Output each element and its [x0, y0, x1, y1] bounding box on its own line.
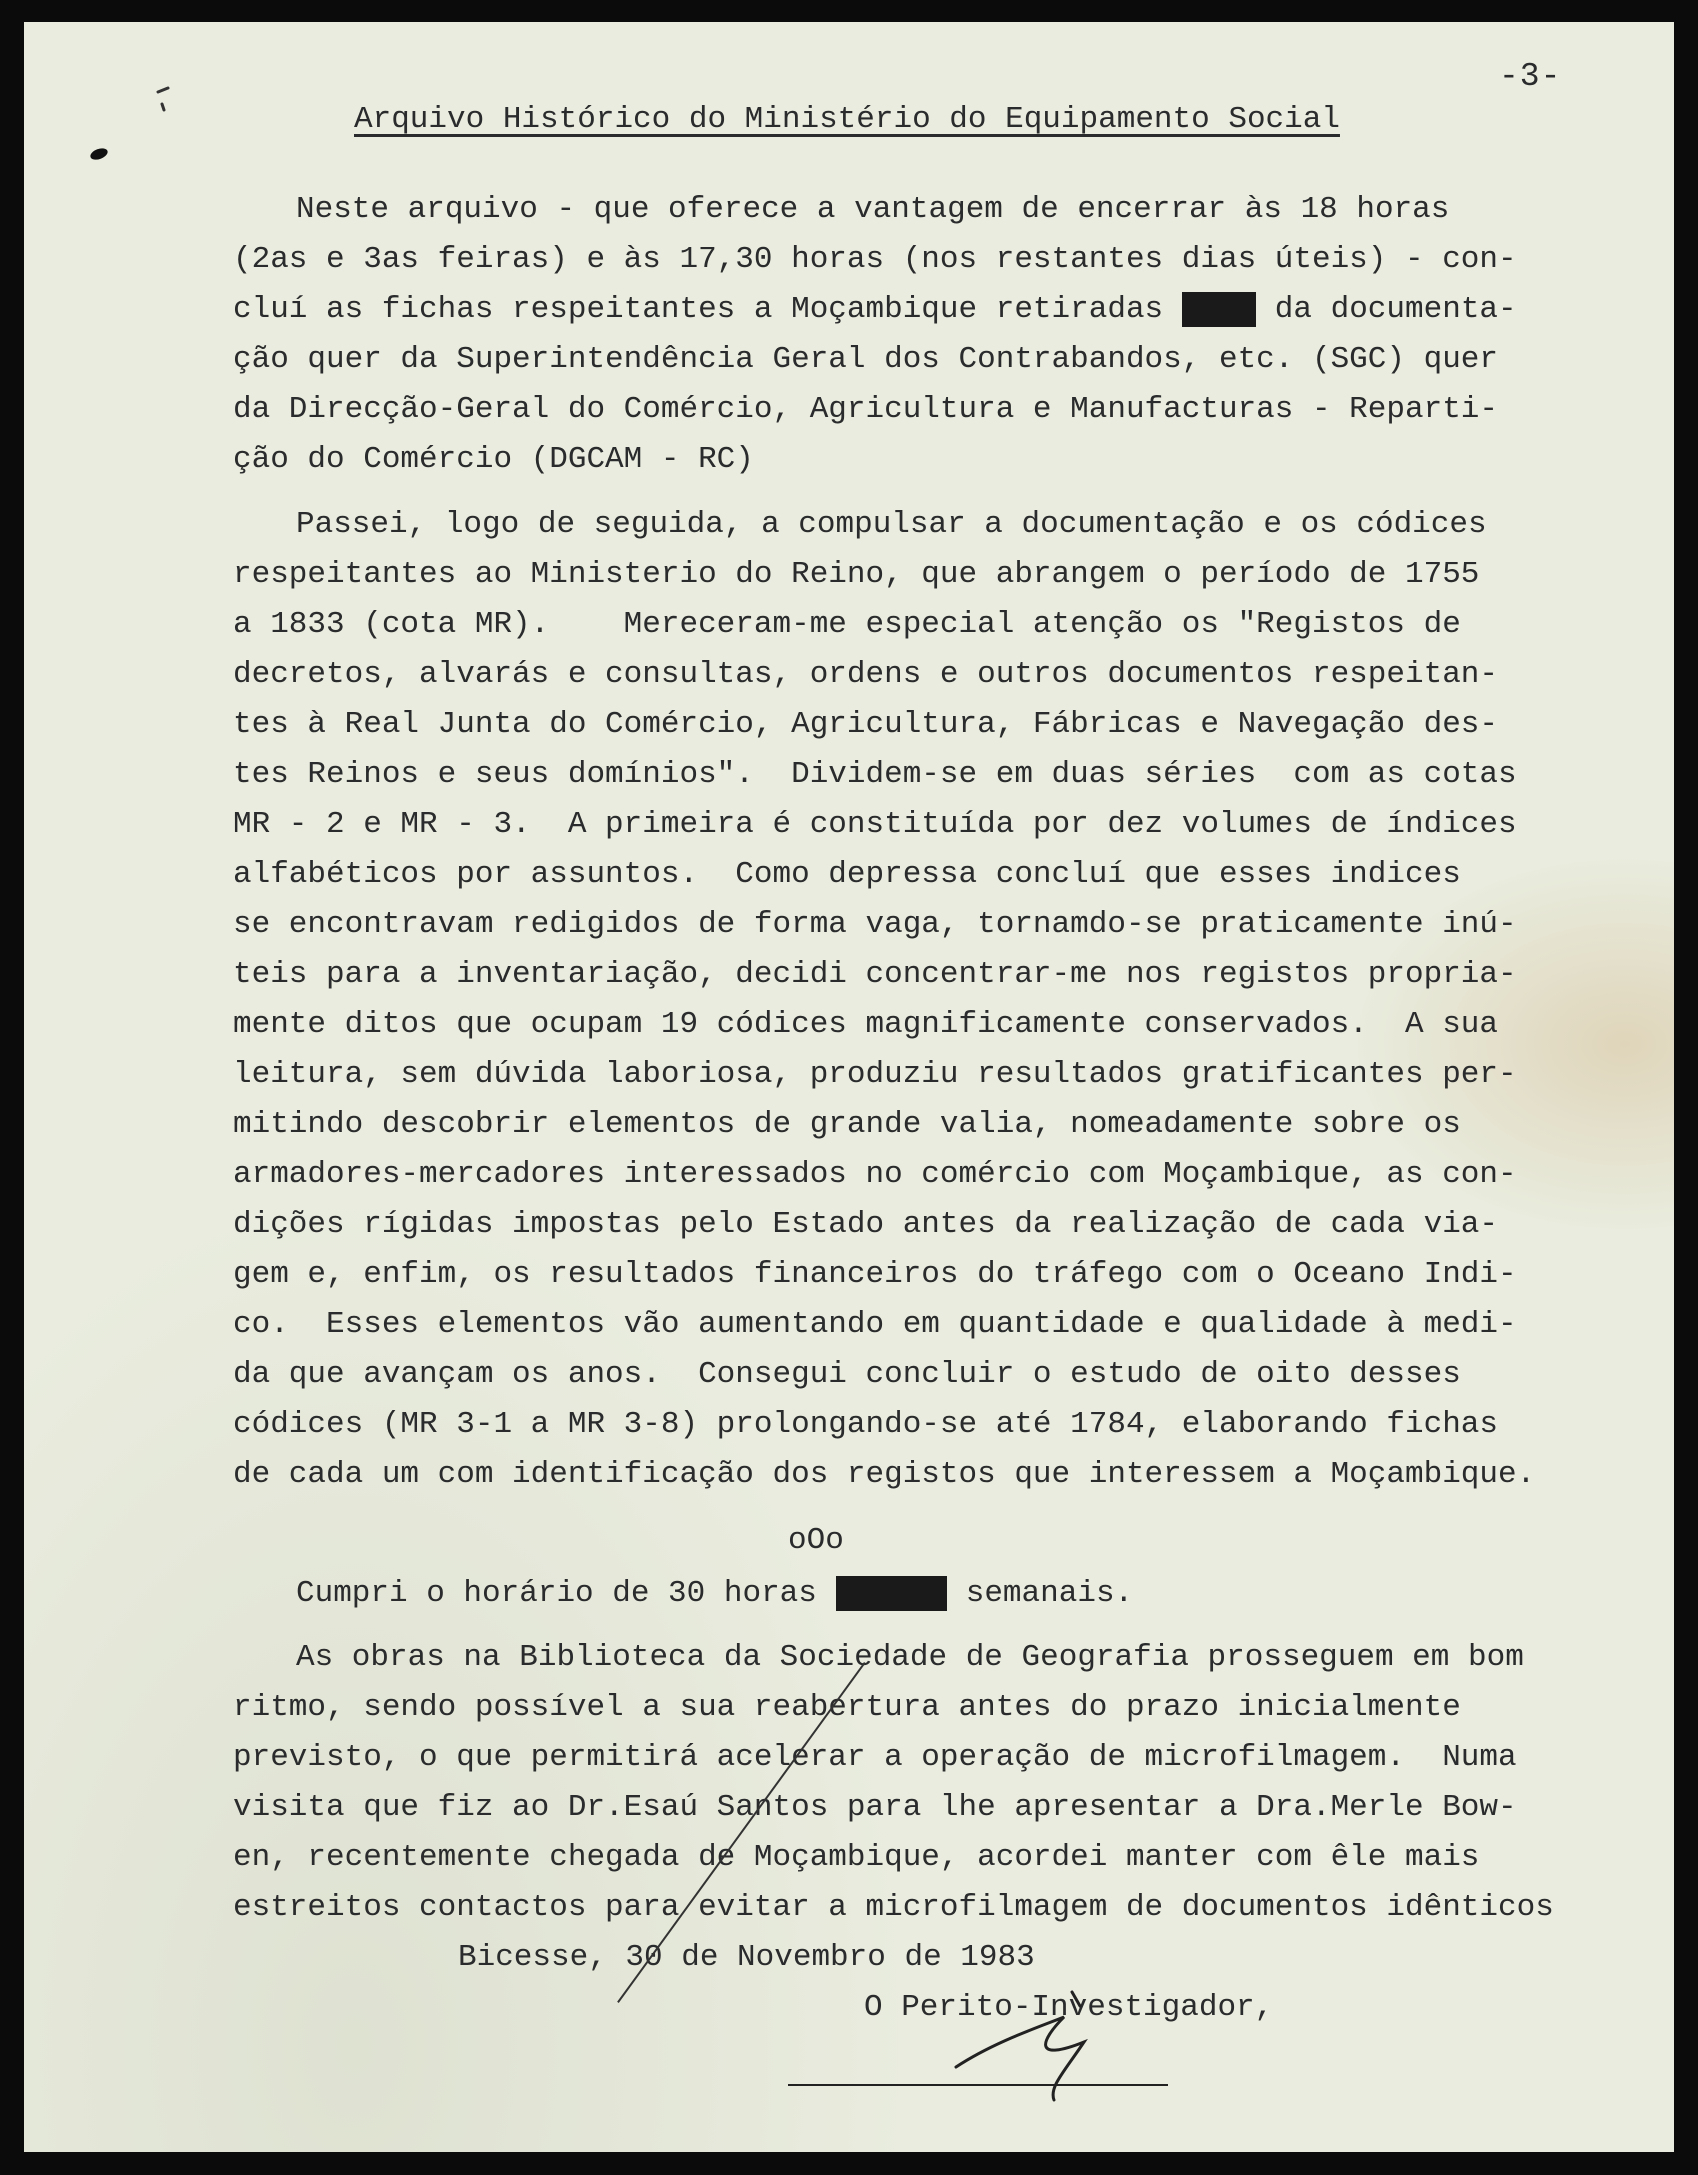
paragraph-line: mente ditos que ocupam 19 códices magnificamente conservados. A sua	[233, 1007, 1499, 1042]
paragraph-line: da Direcção-Geral do Comércio, Agricultura e Manufacturas - Reparti-	[233, 392, 1499, 427]
page-number: -3-	[1499, 58, 1562, 95]
paragraph-line: co. Esses elementos vão aumentando em quantidade e qualidade à medi-	[233, 1307, 1517, 1342]
ink-blot-icon	[86, 144, 112, 164]
paragraph-line: ção do Comércio (DGCAM - RC)	[233, 442, 754, 477]
section-separator: oOo	[788, 1523, 844, 1558]
signature-line	[788, 2084, 1168, 2086]
paragraph-line: códices (MR 3-1 a MR 3-8) prolongando-se até 1784, elaborando fichas	[233, 1407, 1499, 1442]
strikeout-blot	[836, 1576, 948, 1611]
paragraph-line: dições rígidas impostas pelo Estado antes da realização de cada via-	[233, 1207, 1499, 1242]
paragraph-line: tes à Real Junta do Comércio, Agricultura, Fábricas e Navegação des-	[233, 707, 1499, 742]
paragraph-line: previsto, o que permitirá acelerar a operação de microfilmagem. Numa	[233, 1740, 1517, 1775]
paragraph-line: ritmo, sendo possível a sua reabertura antes do prazo inicialmente	[233, 1690, 1461, 1725]
paragraph-line: se encontravam redigidos de forma vaga, tornamdo-se praticamente inú-	[233, 907, 1517, 942]
paragraph-line: da que avançam os anos. Consegui concluir o estudo de oito desses	[233, 1357, 1461, 1392]
paragraph-line: en, recentemente chegada de Moçambique, acordei manter com êle mais	[233, 1840, 1480, 1875]
paragraph-line: estreitos contactos para evitar a microfilmagem de documentos idênticos	[233, 1890, 1554, 1925]
paragraph-line: de cada um com identificação dos registos que interessem a Moçambique.	[233, 1457, 1536, 1492]
paragraph-line: As obras na Biblioteca da Sociedade de Geografia prosseguem em bom	[296, 1640, 1524, 1675]
document-page	[24, 22, 1674, 2152]
paragraph-line: Neste arquivo - que oferece a vantagem de encerrar às 18 horas	[296, 192, 1450, 227]
paragraph-line	[233, 294, 1517, 325]
date-line: Bicesse, 30 de Novembro de 1983	[458, 1940, 1035, 1975]
strikeout-blot	[1182, 292, 1256, 327]
paragraph-line: visita que fiz ao Dr.Esaú Santos para lhe apresentar a Dra.Merle Bow-	[233, 1790, 1517, 1825]
text-fragment: Cumpri o horário de 30 horas	[296, 1576, 836, 1611]
ink-speck-icon	[154, 84, 174, 114]
text-fragment: cluí as fichas respeitantes a Moçambique retiradas	[233, 292, 1182, 327]
paragraph-line: alfabéticos por assuntos. Como depressa concluí que esses indices	[233, 857, 1461, 892]
signature-icon	[944, 1972, 1174, 2102]
hours-line	[296, 1578, 1133, 1609]
paragraph-line: a 1833 (cota MR). Mereceram-me especial atenção os "Registos de	[233, 607, 1461, 642]
text-fragment: semanais.	[947, 1576, 1134, 1611]
paragraph-line: MR - 2 e MR - 3. A primeira é constituída por dez volumes de índices	[233, 807, 1517, 842]
paragraph-line: leitura, sem dúvida laboriosa, produziu resultados gratificantes per-	[233, 1057, 1517, 1092]
paragraph-line: armadores-mercadores interessados no comércio com Moçambique, as con-	[233, 1157, 1517, 1192]
closing-title: O Perito-Investigador,	[864, 1990, 1274, 2025]
paragraph-line: teis para a inventariação, decidi concentrar-me nos registos propria-	[233, 957, 1517, 992]
paragraph-line: decretos, alvarás e consultas, ordens e outros documentos respeitan-	[233, 657, 1499, 692]
document-title: Arquivo Histórico do Ministério do Equipamento Social	[354, 102, 1340, 137]
paragraph-line: gem e, enfim, os resultados financeiros do tráfego com o Oceano Indi-	[233, 1257, 1517, 1292]
paragraph-line: respeitantes ao Ministerio do Reino, que abrangem o período de 1755	[233, 557, 1480, 592]
paragraph-line: (2as e 3as feiras) e às 17,30 horas (nos restantes dias úteis) - con-	[233, 242, 1517, 277]
paragraph-line: tes Reinos e seus domínios". Dividem-se em duas séries com as cotas	[233, 757, 1517, 792]
paragraph-line: Passei, logo de seguida, a compulsar a documentação e os códices	[296, 507, 1487, 542]
paragraph-line: ção quer da Superintendência Geral dos Contrabandos, etc. (SGC) quer	[233, 342, 1499, 377]
paragraph-line: mitindo descobrir elementos de grande valia, nomeadamente sobre os	[233, 1107, 1461, 1142]
text-fragment: da documenta-	[1274, 292, 1517, 327]
